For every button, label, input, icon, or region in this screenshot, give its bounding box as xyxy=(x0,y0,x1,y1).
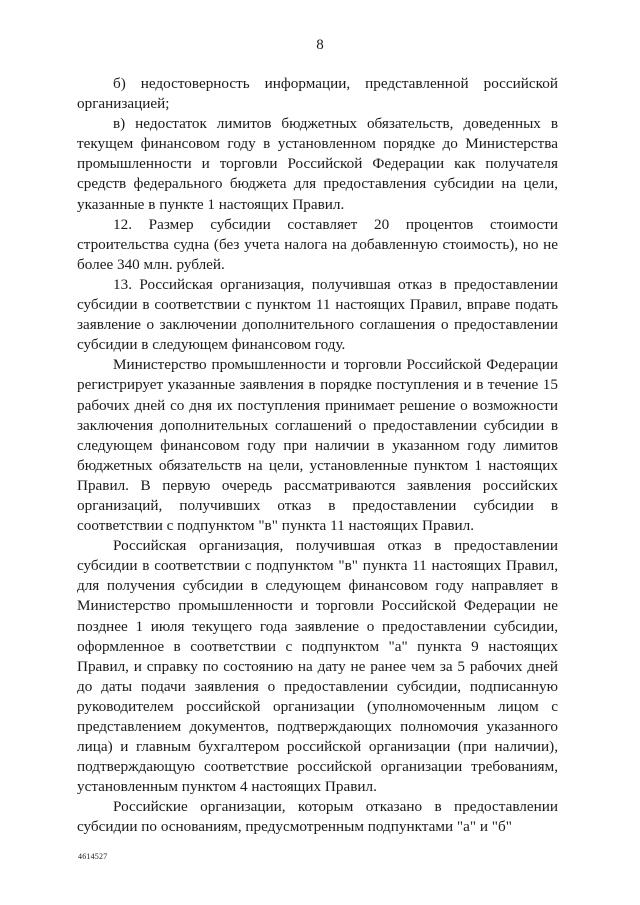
document-body xyxy=(77,74,558,838)
page-number: 8 xyxy=(316,37,324,53)
paragraph-12: 12. Размер субсидии составляет 20 процентов стоимости строительства судна (без учета налога на добавленную стоимость), но не более 340 млн. рублей. xyxy=(77,215,558,273)
document-id: 4614527 xyxy=(78,852,108,861)
paragraph-subitem-b: б) недостоверность информации, представленной российской организацией; xyxy=(77,75,558,113)
paragraph-ministry-review: Министерство промышленности и торговли Российской Федерации регистрирует указанные заявления в порядке поступления и в течение 15 рабочих дней со дня их поступления принимает решение о возможности заключения дополнительных соглашений о предоставлении субсидии в следующем финансовом году при наличии в указанном году лимитов бюджетных обязательств на цели, установленные пунктом 1 настоящих Правил. В первую очередь рассматриваются заявления российских организаций, получивших отказ в предоставлении субсидии в соответствии с подпунктом "в" пункта 11 настоящих Правил. xyxy=(77,356,558,535)
paragraph-repeat-application: Российская организация, получившая отказ в предоставлении субсидии в соответствии с подпунктом "в" пункта 11 настоящих Правил, для получения субсидии в следующем финансовом году направляет в Министерство промышленности и торговли Российской Федерации не позднее 1 июля текущего года заявление о предоставлении субсидии, оформленное в соответствии с подпунктом "а" пункта 9 настоящих Правил, и справку по состоянию на дату не ранее чем за 5 рабочих дней до даты подачи заявления о предоставлении субсидии, подписанную руководителем российской организации (уполномоченным лицом с представлением документов, подтверждающих полномочия указанного лица) и главным бухгалтером российской организации (при наличии), подтверждающую соответствие российской организации требованиям, установленным пунктом 4 настоящих Правил. xyxy=(77,537,558,796)
paragraph-subitem-v: в) недостаток лимитов бюджетных обязательств, доведенных в текущем финансовом году в установленном порядке до Министерства промышленности и торговли Российской Федерации как получателя средств федерального бюджета для предоставления субсидии на цели, указанные в пункте 1 настоящих Правил. xyxy=(77,115,558,213)
paragraph-refused-organizations: Российские организации, которым отказано в предоставлении субсидии по основаниям, предусмотренным подпунктами "а" и "б" xyxy=(77,798,558,836)
paragraph-13: 13. Российская организация, получившая отказ в предоставлении субсидии в соответствии с пунктом 11 настоящих Правил, вправе подать заявление о заключении дополнительного соглашения о предоставлении субсидии в следующем финансовом году. xyxy=(77,275,558,354)
